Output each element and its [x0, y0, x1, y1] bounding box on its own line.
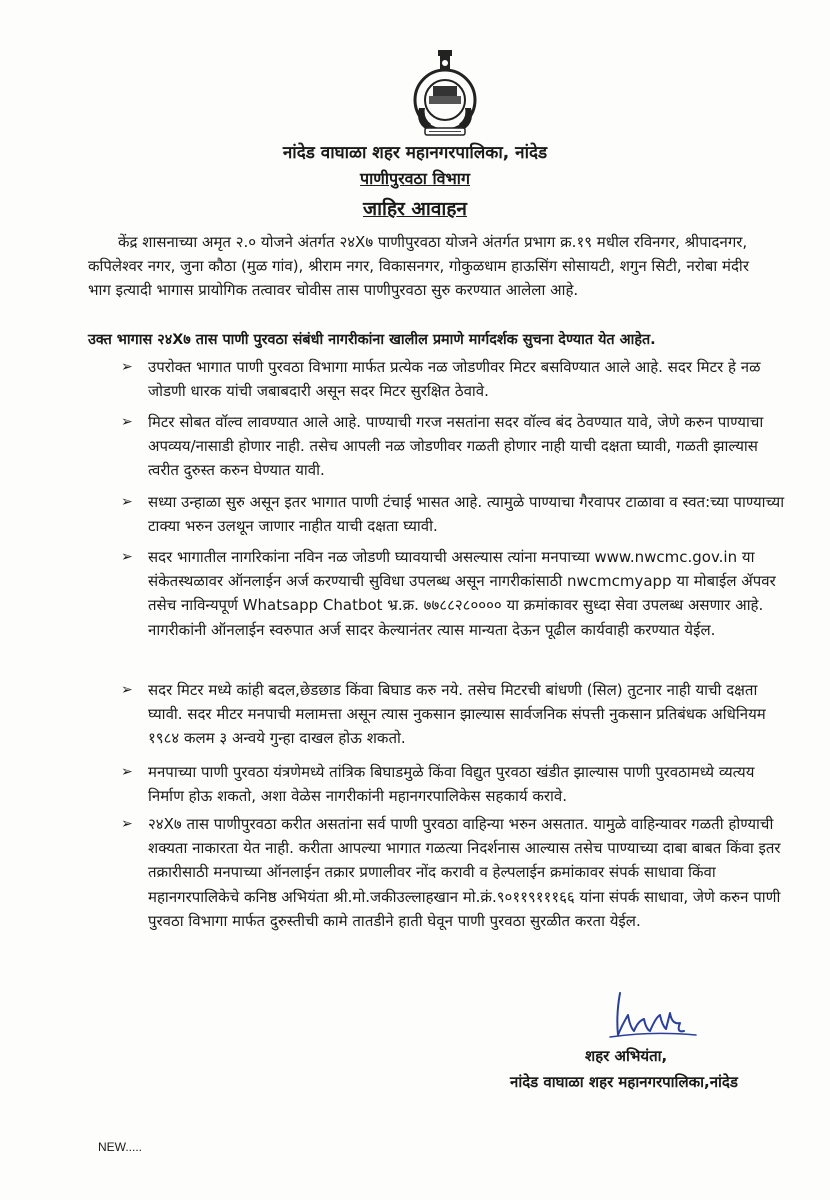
- guideline-text: सदर भागातील नागरिकांना नविन नळ जोडणी घ्यावयाची असल्यास त्यांना मनपाच्या www.nwcmc.gov.in या संकेतस्थळावर ऑनलाईन अर्ज करण्याची सुविधा उपलब्ध असून नागरीकांसाठी nwcmcmyapp या मोबाईल ॲपवर तसेच नाविन्यपूर्ण Whatsapp Chatbot भ्र.क्र. ७७८८२८०००० या क्रमांकावर सुध्दा सेवा उपलब्ध असणार आहे. नागरीकांनी ऑनलाईन स्वरुपात अर्ज सादर केल्यानंतर त्यास मान्यता देऊन पूढील कार्यवाही करण्यात येईल.: [148, 548, 776, 639]
- notice-title: जाहिर आवाहन: [363, 198, 467, 220]
- department-name: पाणीपुरवठा विभाग: [360, 169, 470, 188]
- arrow-bullet-icon: ➢: [121, 414, 133, 430]
- arrow-bullet-icon: ➢: [121, 549, 133, 565]
- arrow-bullet-icon: ➢: [121, 359, 133, 375]
- guideline-item: [88, 678, 793, 751]
- guidelines-heading: उक्त भागास २४X७ तास पाणी पुरवठा संबंधी नागरीकांना खालील प्रमाणे मार्गदर्शक सुचना देण्यात येत आहेत.: [88, 332, 656, 348]
- guideline-item: [88, 760, 793, 808]
- guideline-text: सध्या उन्हाळा सुरु असून इतर भागात पाणी टंचाई भासत आहे. त्यामुळे पाण्याचा गैरवापर टाळावा व स्वत:च्या पाण्याच्या टाक्या भरुन उलथून जाणार नाहीत याची दक्षता घ्यावी.: [148, 493, 785, 536]
- guideline-item: [88, 545, 793, 642]
- guideline-text: २४X७ तास पाणीपुरवठा करीत असतांना सर्व पाणी पुरवठा वाहिन्या भरुन असतात. यामुळे वाहिन्यावर गळती होण्याची शक्यता नाकारता येत नाही. करीता आपल्या भागात गळत्या निदर्शनास आल्यास तसेच पाण्याच्या दाबा बाबत किंवा इतर तक्रारीसाठी मनपाच्या ऑनलाईन तक्रार प्रणालीवर नोंद करावी व हेल्पलाईन क्रमांकावर संपर्क साधावा किंवा महानगरपालिकेचे कनिष्ठ अभियंता श्री.मो.जकीउल्लाहखान मो.क्रं.९०११९१११६६ यांना संपर्क साधावा, जेणे करुन पाणी पुरवठा विभागा मार्फत दुरुस्तीची कामे तातडीने हाती घेवून पाणी पुरवठा सुरळीत करता येईल.: [148, 815, 781, 930]
- guideline-item: [88, 410, 793, 483]
- guideline-text: सदर मिटर मध्ये कांही बदल,छेडछाड किंवा बिघाड करु नये. तसेच मिटरची बांधणी (सिल) तुटनार नाही याची दक्षता घ्यावी. सदर मीटर मनपाची मलामत्ता असून त्यास नुकसान झाल्यास सार्वजनिक संपत्ती नुकसान प्रतिबंधक अधिनियम १९८४ कलम ३ अन्वये गुन्हा दाखल होऊ शकतो.: [148, 681, 766, 748]
- guideline-text: मनपाच्या पाणी पुरवठा यंत्रणेमध्ये तांत्रिक बिघाडमुळे किंवा विद्युत पुरवठा खंडीत झाल्यास पाणी पुरवठामध्ये व्यत्यय निर्माण होऊ शकतो, अशा वेळेस नागरीकांनी महानगरपालिकेस सहकार्य करावे.: [148, 763, 755, 806]
- arrow-bullet-icon: ➢: [121, 764, 133, 780]
- guideline-text: उपरोक्त भागात पाणी पुरवठा विभागा मार्फत प्रत्येक नळ जोडणीवर मिटर बसविण्यात आले आहे. सदर मिटर हे नळ जोडणी धारक यांची जबाबदारी असून सदर मिटर सुरक्षित ठेवावे.: [148, 358, 761, 401]
- guideline-item: [88, 355, 793, 403]
- signatory-organization: नांदेड वाघाळा शहर महानगरपालिका,नांदेड: [510, 1073, 738, 1091]
- guideline-item: [88, 490, 793, 538]
- arrow-bullet-icon: ➢: [121, 816, 133, 832]
- signatory-title: शहर अभियंता,: [585, 1047, 668, 1065]
- arrow-bullet-icon: ➢: [121, 494, 133, 510]
- footer-note: NEW.....: [98, 1140, 143, 1154]
- municipal-emblem-icon: [405, 48, 485, 138]
- guideline-item: [88, 812, 793, 933]
- organization-name: नांदेड वाघाळा शहर महानगरपालिका, नांदेड: [282, 143, 548, 163]
- signature-image: [600, 985, 710, 1045]
- arrow-bullet-icon: ➢: [121, 682, 133, 698]
- intro-paragraph: केंद्र शासनाच्या अमृत २.० योजने अंतर्गत २४X७ पाणीपुरवठा योजने अंतर्गत प्रभाग क्र.१९ मधील रविनगर, श्रीपादनगर, कपिलेश्वर नगर, जुना कौठा (मुळ गांव), श्रीराम नगर, विकासनगर, गोकुळधाम हाऊसिंग सोसायटी, शगुन सिटी, नरोबा मंदीर भाग इत्यादी भागास प्रायोगिक तत्वावर चोवीस तास पाणीपुरवठा सुरु करण्यात आलेला आहे.: [88, 233, 749, 299]
- guideline-text: मिटर सोबत वॉल्व लावण्यात आले आहे. पाण्याची गरज नसतांना सदर वॉल्व बंद ठेवण्यात यावे, जेणे करुन पाण्याचा अपव्यय/नासाडी होणार नाही. तसेच आपली नळ जोडणीवर गळती होणार नाही याची दक्षता घ्यावी, गळती झाल्यास त्वरीत दुरुस्त करुन घेण्यात यावी.: [148, 413, 764, 480]
